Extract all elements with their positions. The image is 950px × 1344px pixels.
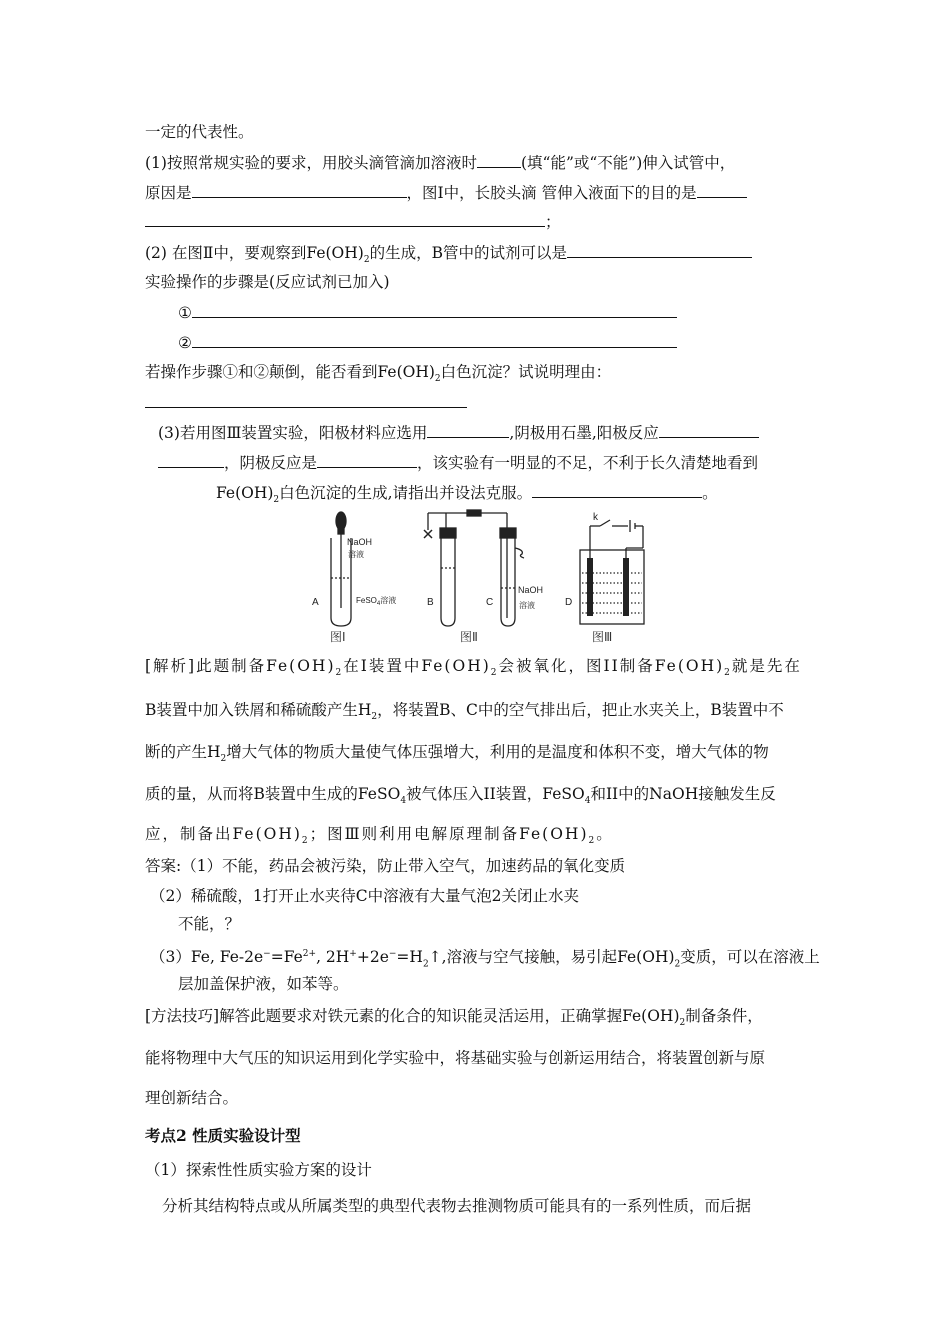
answer-line: 答案:（1）不能，药品会被污染，防止带入空气，加速药品的氧化变质 [145,857,626,875]
answer-line: 不能，？ [178,915,241,933]
d-label: D [565,597,573,608]
step-2-line: ② [178,332,677,353]
question-2-line: 实验操作的步骤是(反应试剂已加入) [145,273,390,291]
analysis-line: 质的量，从而将B装置中生成的FeSO$_4$被气体压入II装置，FeSO$_4$和II中的NaOH接触发生反 [145,785,776,807]
answer-blank [659,422,759,438]
step-1-line: ① [178,302,677,323]
analysis-line: B装置中加入铁屑和稀硫酸产生$H_2$，将装置B、C中的空气排出后，把止水夹关上，B装置中不 [145,701,784,723]
figure-1-apparatus [331,512,351,626]
cathode-electrode [623,558,629,616]
a-label: A [312,597,319,608]
figure-2-apparatus [424,510,524,626]
anode-electrode [587,558,593,616]
question-2-line: 若操作步骤①和②颠倒，能否看到$Fe(OH)_2$白色沉淀？试说明理由： [145,363,612,385]
naoh-label-2: NaOH [518,585,544,595]
question-1-line: ； [145,211,561,232]
paragraph-line: （1）探索性性质实验方案的设计 [145,1161,372,1179]
method-line: 理创新结合。 [145,1089,239,1107]
answer-blank [567,242,752,258]
paragraph-line: 分析其结构特点或从所属类型的典型代表物去推测物质可能具有的一系列性质，而后据 [162,1197,752,1215]
method-line: [方法技巧]解答此题要求对铁元素的化合的知识能灵活运用，正确掌握$Fe(OH)_2$制备条件， [145,1007,763,1029]
question-3-line: $Fe(OH)_2$白色沉淀的生成,请指出并设法克服。 。 [216,484,718,506]
analysis-line: 应，制备出$Fe(OH)_2$；图Ⅲ则利用电解原理制备$Fe(OH)_2$。 [145,825,614,847]
solution-label-2: 溶液 [519,601,535,610]
figure-3-caption: 图Ⅲ [592,630,613,644]
question-1-line: 原因是 ，图Ⅰ中，长胶头滴 管伸入液面下的目的是 [145,182,747,203]
answer-blank [158,452,224,468]
answer-blank [427,422,509,438]
answer-blank [477,152,521,168]
answer-blank-line [145,392,467,413]
answer-blank [145,211,545,227]
figure-2-caption: 图Ⅱ [460,630,478,644]
answer-blank [532,482,702,498]
method-line: 能将物理中大气压的知识运用到化学实验中，将基础实验与创新运用结合，将装置创新与原 [145,1049,766,1067]
question-3-line: ，阴极反应是 ，该实验有一明显的不足，不利于长久清楚地看到 [158,452,758,473]
answer-blank [192,332,677,348]
answer-line: 层加盖保护液，如苯等。 [178,975,349,993]
question-3-line: (3)若用图Ⅲ装置实验，阳极材料应选用 ,阴极用石墨,阳极反应 [158,422,759,443]
question-2-line: (2) 在图Ⅱ中，要观察到$Fe(OH)_2$的生成，B管中的试剂可以是 [145,242,752,270]
feso4-label: FeSO$_4$溶液 [356,596,397,607]
k-label: k [593,512,598,523]
b-label: B [427,597,434,608]
analysis-line: [解析]此题制备$Fe(OH)_2$在Ⅰ装置中$Fe(OH)_2$会被氧化，图II制备$Fe(OH)_2$就是先在 [145,657,802,679]
solution-label: 溶液 [348,550,364,559]
answer-blank [192,302,677,318]
apparatus-figure [300,508,650,646]
figure-1-caption: 图Ⅰ [330,630,346,644]
answer-line: （3）Fe, $Fe-2e^-=Fe^{2+}$, $2H^++2e^-=H_2↑$,溶液与空气接触，易引起$Fe(OH)_2$变质，可以在溶液上 [150,948,820,970]
c-label: C [486,597,494,608]
text-line: 一定的代表性。 [145,123,254,141]
answer-blank [697,182,747,198]
question-1-line: (1)按照常规实验的要求，用胶头滴管滴加溶液时 (填“能”或“不能”)伸入试管中， [145,154,736,172]
answer-blank [317,452,417,468]
answer-blank [192,182,407,198]
naoh-label: NaOH [347,537,373,547]
section-heading: 考点2 性质实验设计型 [145,1126,301,1145]
answer-blank [145,392,467,408]
answer-line: （2）稀硫酸，1打开止水夹待C中溶液有大量气泡2关闭止水夹 [150,887,579,905]
analysis-line: 断的产生$H_2$增大气体的物质大量使气体压强增大，利用的是温度和体积不变，增大气体的物 [145,743,769,765]
